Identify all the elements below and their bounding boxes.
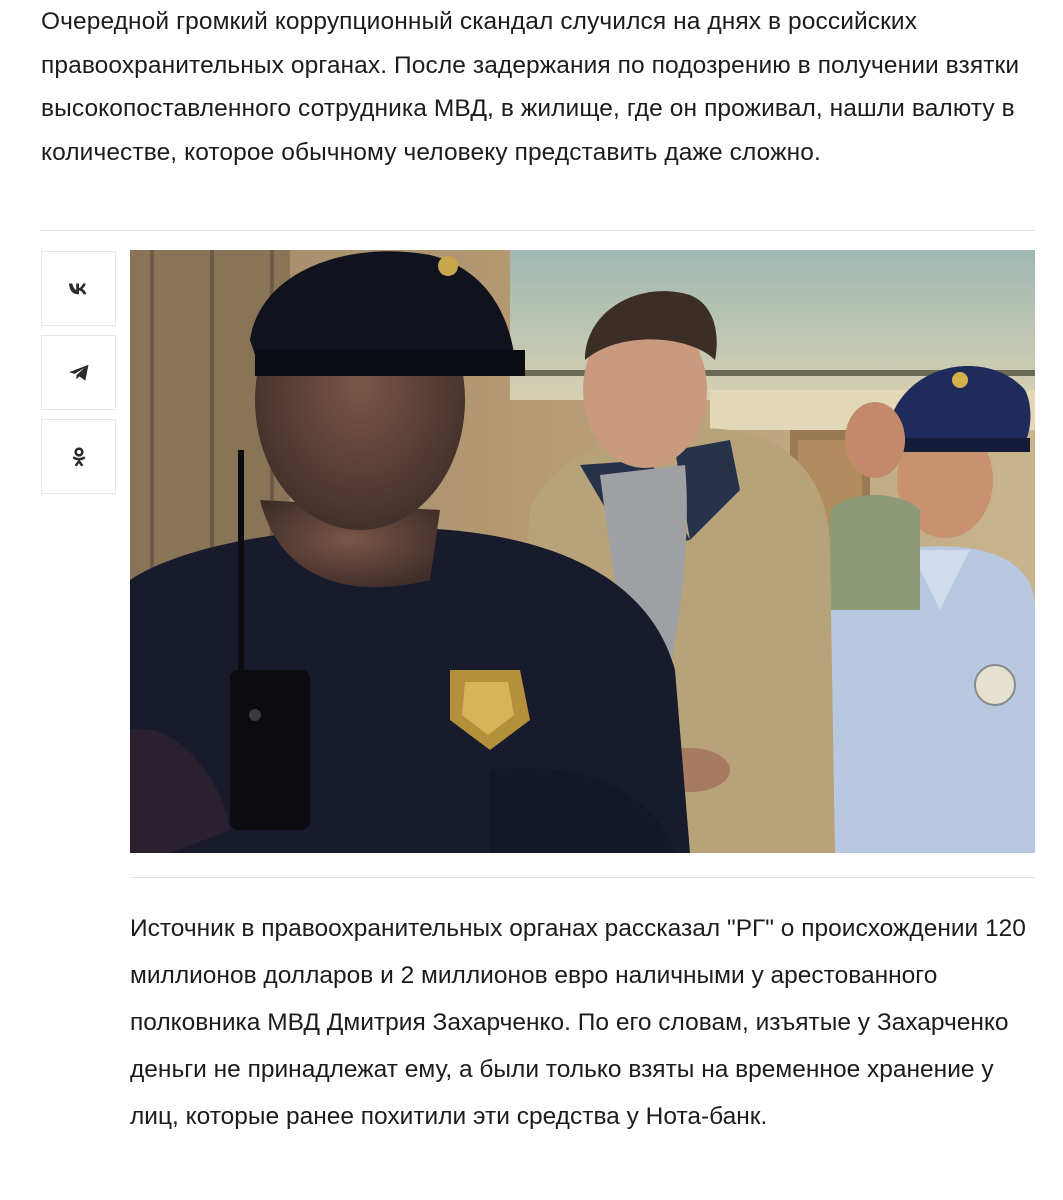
share-vk-button[interactable] xyxy=(41,251,116,326)
divider xyxy=(130,877,1035,878)
telegram-icon xyxy=(68,364,90,382)
share-odnoklassniki-button[interactable] xyxy=(41,419,116,494)
divider xyxy=(41,230,1035,231)
share-telegram-button[interactable] xyxy=(41,335,116,410)
article-photo xyxy=(130,250,1035,853)
vk-icon xyxy=(68,282,90,296)
share-bar xyxy=(41,251,116,503)
article-paragraph: Источник в правоохранительных органах рассказал "РГ" о происхождении 120 миллионов долларов и 2 миллионов евро наличными у арестованного полковника МВД Дмитрия Захарченко. По его словам, изъятые у Захарченко деньги не принадлежат ему, а были только взяты на временное хранение у лиц, которые ранее похитили эти средства у Нота-банк. xyxy=(130,915,1026,1130)
article-lead: Очередной громкий коррупционный скандал случился на днях в российских правоохранительных органах. После задержания по подозрению в получении взятки высокопоставленного сотрудника МВД, в жилище, где он проживал, нашли валюту в количестве, которое обычному человеку представить даже сложно. xyxy=(41,8,1020,166)
odnoklassniki-icon xyxy=(72,447,86,467)
